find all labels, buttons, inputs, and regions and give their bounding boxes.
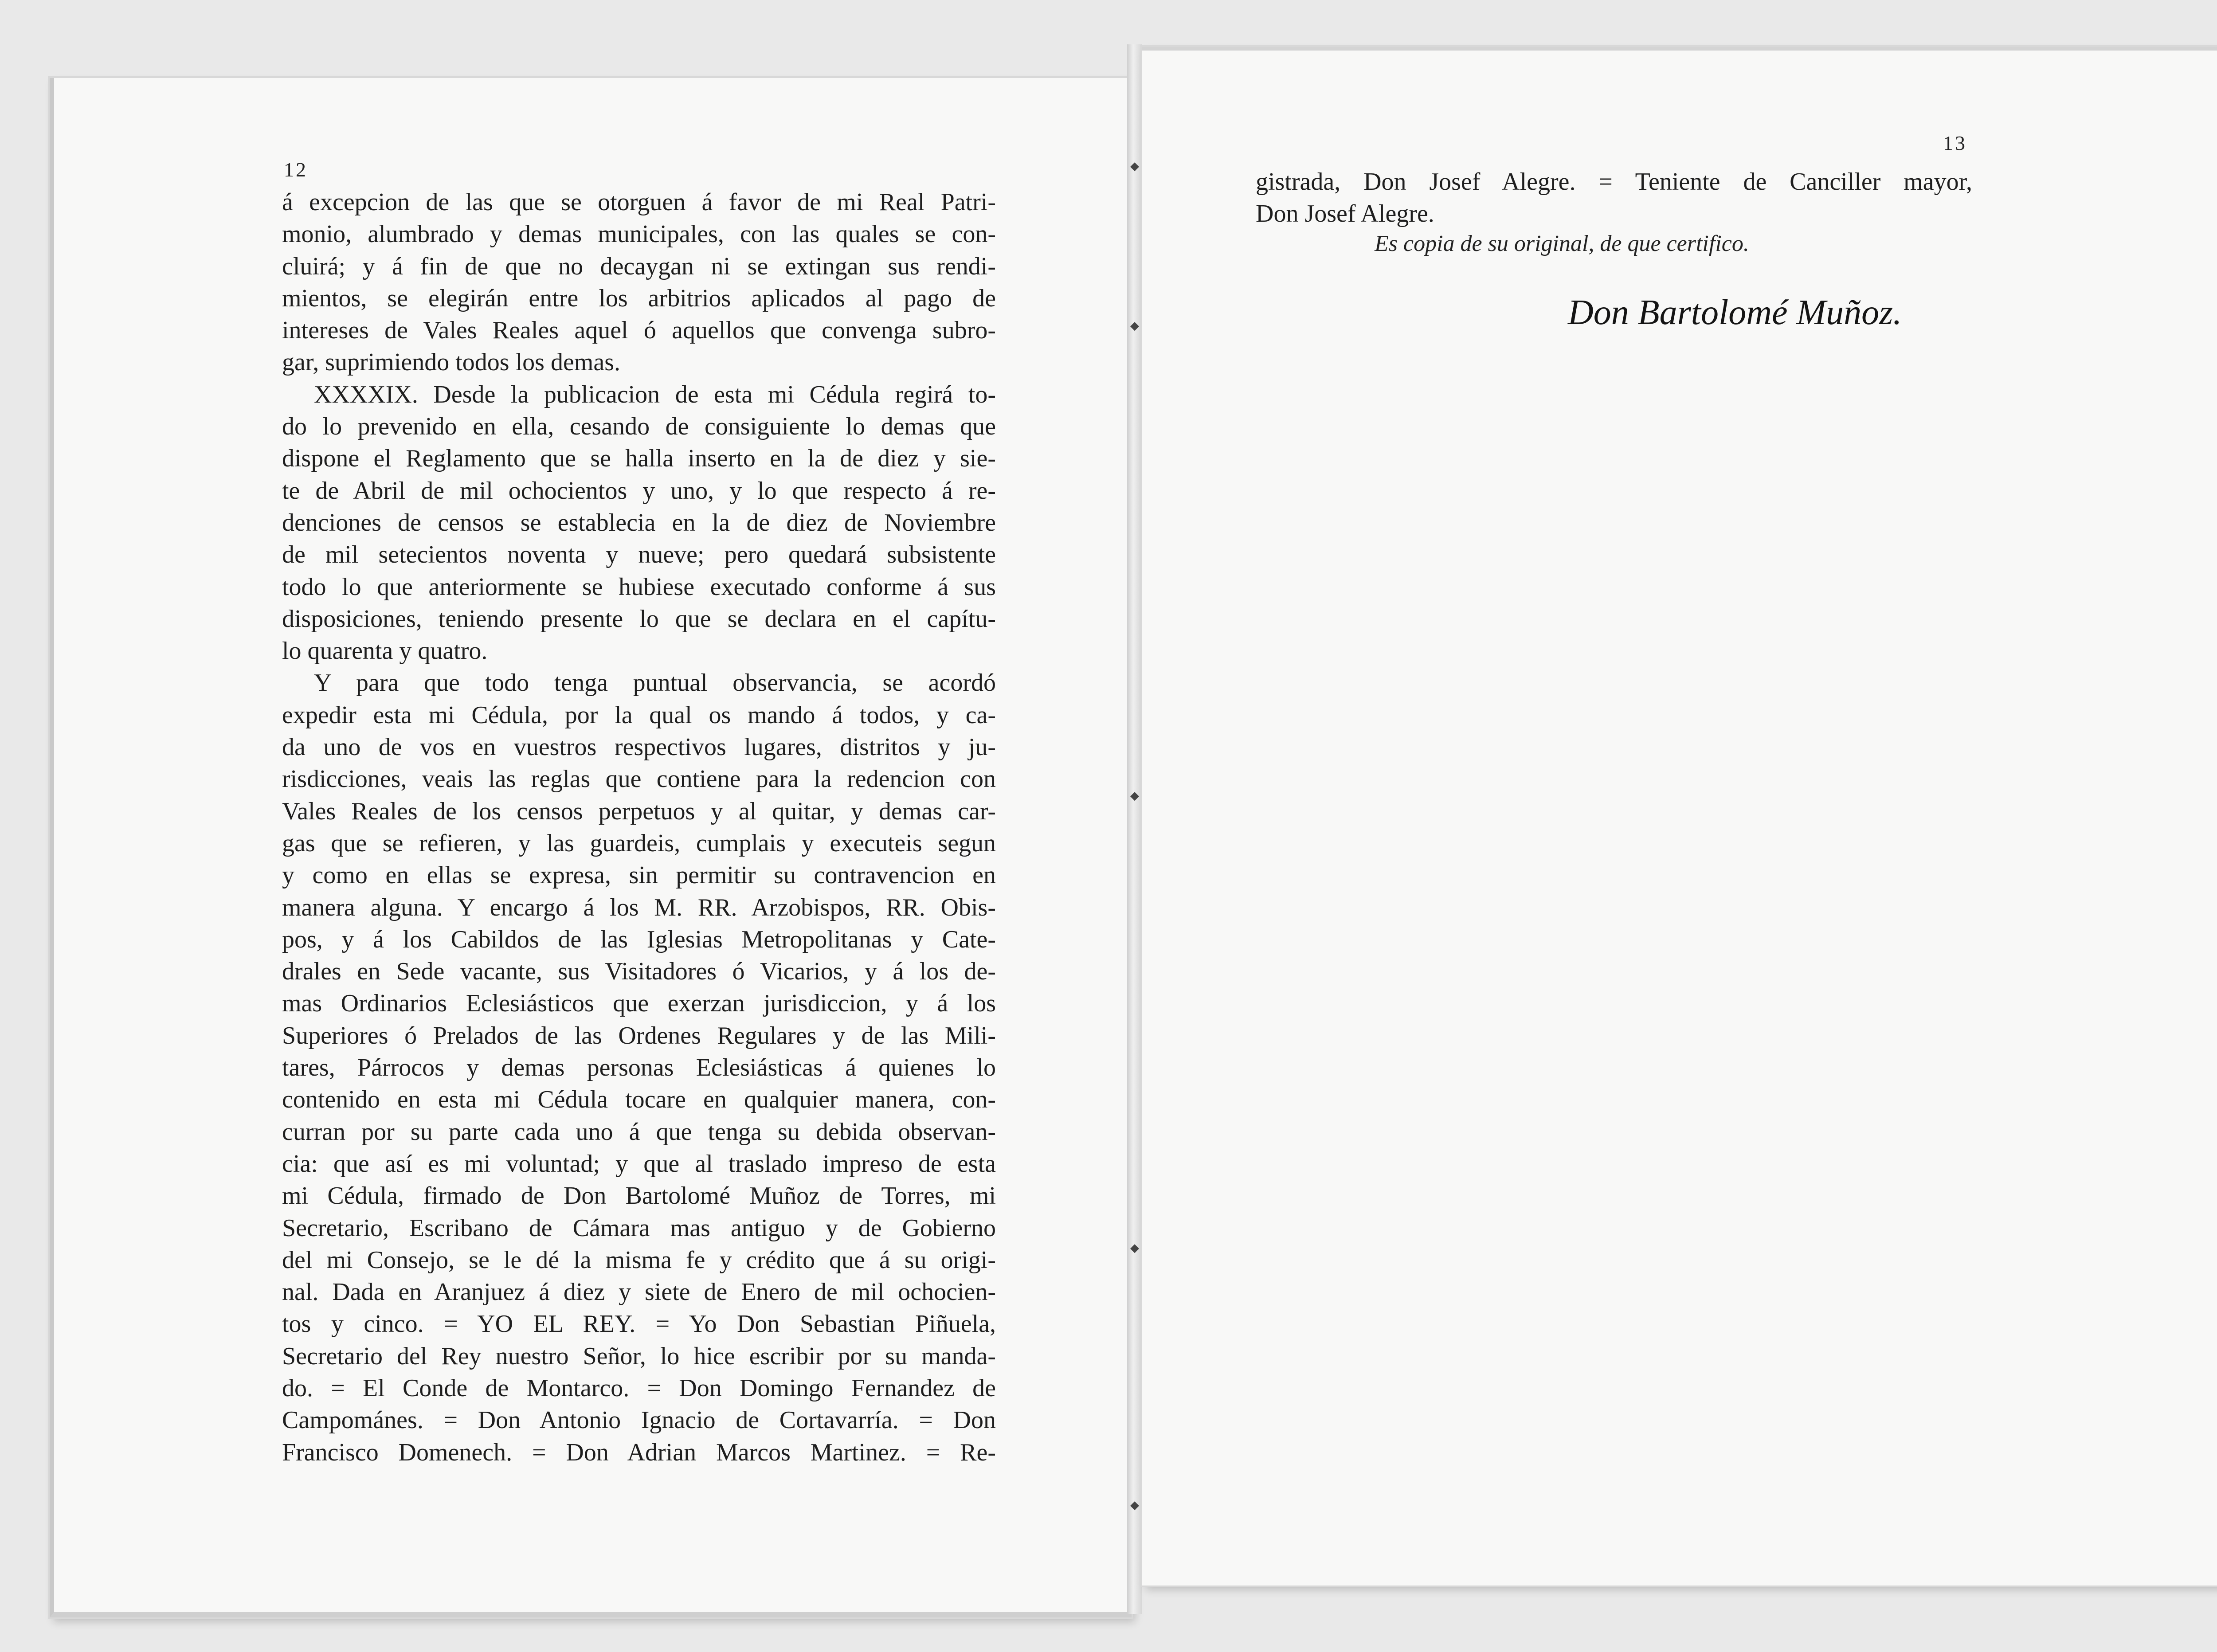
binding-stitch-icon: ◆ bbox=[1130, 1499, 1139, 1512]
text-line: disposiciones, teniendo presente lo que se declara en el capítu- bbox=[282, 605, 996, 633]
text-line: Campománes. = Don Antonio Ignacio de Cortavarría. = Don bbox=[282, 1406, 996, 1434]
text-line: cluirá; y á fin de que no decaygan ni se extingan sus rendi- bbox=[282, 252, 996, 280]
right-page-number: 13 bbox=[1943, 132, 1967, 154]
text-line: do lo prevenido en ella, cesando de consiguiente lo demas que bbox=[282, 413, 996, 441]
text-line: intereses de Vales Reales aquel ó aquellos que convenga subro- bbox=[282, 317, 996, 344]
text-line: mi Cédula, firmado de Don Bartolomé Muñoz de Torres, mi bbox=[282, 1182, 996, 1210]
text-line: XXXXIX. Desde la publicacion de esta mi Cédula regirá to- bbox=[314, 380, 996, 408]
text-line: Y para que todo tenga puntual observancia, se acordó bbox=[314, 669, 996, 697]
text-line: da uno de vos en vuestros respectivos lugares, distritos y ju- bbox=[282, 733, 996, 761]
text-line: todo lo que anteriormente se hubiese executado conforme á sus bbox=[282, 573, 996, 601]
signature: Don Bartolomé Muñoz. bbox=[1568, 293, 1902, 332]
text-line: nal. Dada en Aranjuez á diez y siete de Enero de mil ochocien- bbox=[282, 1278, 996, 1306]
text-line: lo quarenta y quatro. bbox=[282, 637, 488, 665]
text-line: gas que se refieren, y las guardeis, cumplais y executeis segun bbox=[282, 829, 996, 857]
text-line: cia: que así es mi voluntad; y que al traslado impreso de esta bbox=[282, 1150, 996, 1178]
text-line: risdicciones, veais las reglas que contiene para la redencion con bbox=[282, 765, 996, 793]
text-line: tares, Párrocos y demas personas Eclesiásticas á quienes lo bbox=[282, 1054, 996, 1082]
text-line: Secretario, Escribano de Cámara mas antiguo y de Gobierno bbox=[282, 1214, 996, 1242]
right-page bbox=[1142, 47, 2217, 1585]
text-line: Superiores ó Prelados de las Ordenes Regulares y de las Mili- bbox=[282, 1022, 996, 1049]
text-line: á excepcion de las que se otorguen á favor de mi Real Patri- bbox=[282, 188, 996, 216]
binding-stitch-icon: ◆ bbox=[1130, 789, 1139, 803]
text-line: de mil setecientos noventa y nueve; pero quedará subsistente bbox=[282, 541, 996, 569]
text-line: Don Josef Alegre. bbox=[1256, 200, 1434, 227]
text-line: drales en Sede vacante, sus Visitadores ó Vicarios, y á los de- bbox=[282, 958, 996, 986]
text-line: denciones de censos se establecia en la de diez de Noviembre bbox=[282, 509, 996, 536]
right-page-text bbox=[1256, 166, 1972, 230]
text-line: do. = El Conde de Montarco. = Don Domingo Fernandez de bbox=[282, 1374, 996, 1402]
text-line: dispone el Reglamento que se halla inserto en la de diez y sie- bbox=[282, 445, 996, 473]
text-line: manera alguna. Y encargo á los M. RR. Arzobispos, RR. Obis- bbox=[282, 893, 996, 921]
certification-note: Es copia de su original, de que certifico. bbox=[1375, 231, 1749, 256]
text-line: pos, y á los Cabildos de las Iglesias Metropolitanas y Cate- bbox=[282, 925, 996, 953]
text-line: Francisco Domenech. = Don Adrian Marcos Martinez. = Re- bbox=[282, 1438, 996, 1466]
text-line: expedir esta mi Cédula, por la qual os mando á todos, y ca- bbox=[282, 701, 996, 729]
binding-stitch-icon: ◆ bbox=[1130, 1241, 1139, 1255]
binding-stitch-icon: ◆ bbox=[1130, 319, 1139, 333]
binding-stitch-icon: ◆ bbox=[1130, 160, 1139, 173]
text-line: del mi Consejo, se le dé la misma fe y crédito que á su origi- bbox=[282, 1246, 996, 1274]
text-line: contenido en esta mi Cédula tocare en qualquier manera, con- bbox=[282, 1086, 996, 1114]
left-page-text bbox=[282, 186, 996, 1468]
text-line: gistrada, Don Josef Alegre. = Teniente de Canciller mayor, bbox=[1256, 168, 1972, 196]
book-spine bbox=[1127, 44, 1142, 1614]
text-line: mas Ordinarios Eclesiásticos que exerzan jurisdiccion, y á los bbox=[282, 990, 996, 1018]
text-line: monio, alumbrado y demas municipales, con las quales se con- bbox=[282, 220, 996, 248]
text-line: mientos, se elegirán entre los arbitrios aplicados al pago de bbox=[282, 284, 996, 312]
text-line: curran por su parte cada uno á que tenga su debida observan- bbox=[282, 1118, 996, 1146]
text-line: Vales Reales de los censos perpetuos y al quitar, y demas car- bbox=[282, 797, 996, 825]
text-line: y como en ellas se expresa, sin permitir su contravencion en bbox=[282, 861, 996, 889]
text-line: Secretario del Rey nuestro Señor, lo hice escribir por su manda- bbox=[282, 1342, 996, 1370]
text-line: te de Abril de mil ochocientos y uno, y lo que respecto á re- bbox=[282, 477, 996, 505]
text-line: tos y cinco. = YO EL REY. = Yo Don Sebastian Piñuela, bbox=[282, 1310, 996, 1338]
text-line: gar, suprimiendo todos los demas. bbox=[282, 348, 620, 376]
left-page-number: 12 bbox=[284, 158, 308, 181]
